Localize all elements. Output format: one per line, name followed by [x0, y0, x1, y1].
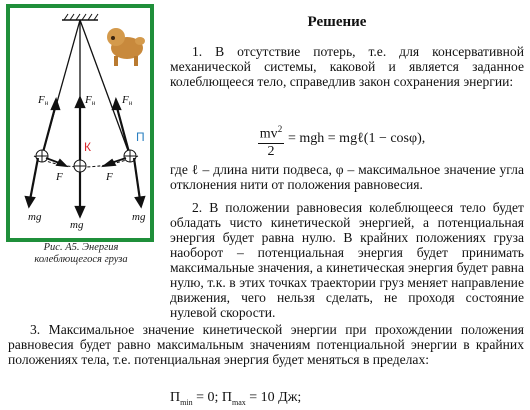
caption-line-1: Рис. А5. Энергия	[43, 242, 119, 253]
label-mg-center: mg	[70, 219, 84, 231]
label-k: К	[84, 140, 91, 154]
paragraph-3: 2. В положении равновесия колеблющееся тело будет обладать чисто кинетической энергией, а потенциальная энергия будет равна нулю. В крайних положениях груза наоборот – потенциальная энергия будет принимать максимальные значения, а кинетическая энергия будет равна нулю, т.к. в этих точках траектории груз меняет направление движения, чего нельзя сделать, не проходя состояние нулевой скорости.	[170, 200, 524, 320]
label-force-left: F	[56, 171, 63, 183]
paragraph-2: где ℓ – длина нити подвеса, φ – максимальное значение угла отклонения нити от положения равновесия.	[170, 162, 524, 192]
energy-formula	[230, 122, 460, 158]
paragraph-1: 1. В отсутствие потерь, т.е. для консервативной механической системы, каковой и является заданное колеблющееся тело, справедлив закон сохранения энергии:	[170, 44, 524, 89]
caption-line-2: колеблющегося груза	[34, 254, 128, 265]
figure-panel	[6, 4, 154, 242]
label-mg-left: mg	[28, 211, 42, 223]
paragraph-4: 3. Максимальное значение кинетической энергии при прохождении положения равновесия будет равно максимальным значениям потенциальной энергии в крайних положениях тела, т.е. потенциальная энергия будет меняться в пределах:	[8, 322, 524, 367]
formula-rest: = mgh = mgℓ(1 − cosφ),	[288, 131, 426, 146]
label-p: П	[136, 130, 145, 144]
potential-range-formula: $П_{min} = 0$; $П_{max} = 10$ Дж;	[170, 390, 302, 407]
pendulum-diagram	[10, 8, 150, 238]
label-force-right: F	[106, 171, 113, 183]
tension-arrows	[42, 98, 130, 166]
kinetic-fraction: $\frac{mv^2}{2}$	[259, 124, 283, 159]
page-title: Решение	[307, 14, 367, 30]
dog-illustration	[107, 28, 145, 66]
label-tension-left: Fн	[38, 94, 49, 107]
label-tension-right: Fн	[122, 94, 133, 107]
label-mg-right: mg	[132, 211, 146, 223]
label-tension-center: Fн	[85, 94, 96, 107]
ball-center	[74, 160, 86, 172]
figure-caption	[0, 242, 162, 266]
ceiling-hatch	[64, 14, 98, 20]
